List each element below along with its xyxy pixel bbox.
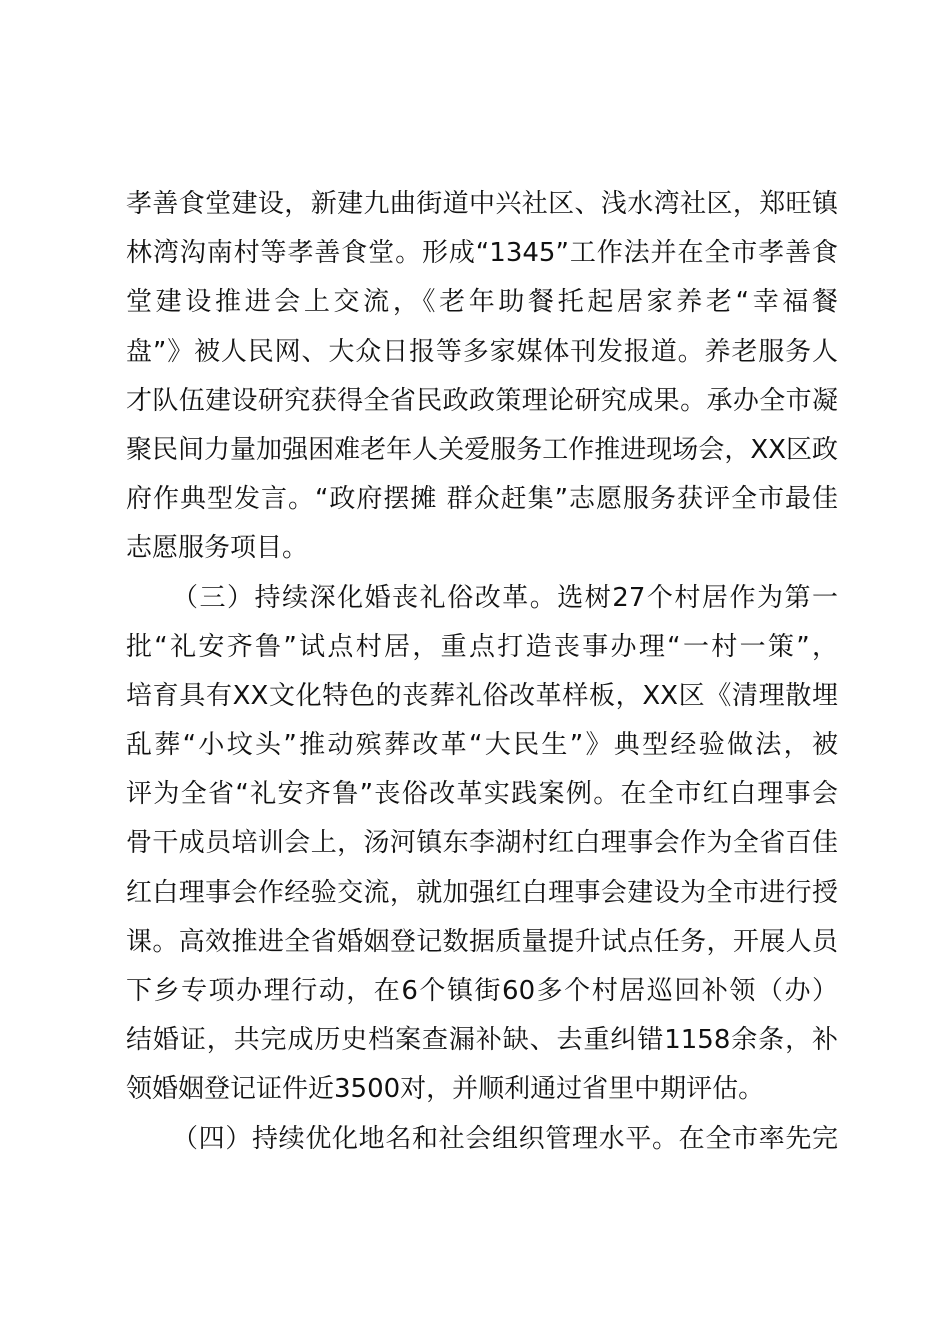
section-heading-line: （四）持续优化地名和社会组织管理水平。在全市率先完 xyxy=(172,1123,838,1154)
section-heading-line: （三）持续深化婚丧礼俗改革。选树27个村居作为第一 xyxy=(172,582,838,613)
text-line: 红白理事会作经验交流，就加强红白理事会建设为全市进行授 xyxy=(126,877,838,908)
text-line: 林湾沟南村等孝善食堂。形成“1345”工作法并在全市孝善食 xyxy=(126,238,838,269)
text-line: 领婚姻登记证件近3500对，并顺利通过省里中期评估。 xyxy=(126,1074,765,1105)
text-line: 志愿服务项目。 xyxy=(126,533,309,564)
paragraph-funeral-reform xyxy=(126,574,838,1115)
text-line: 结婚证，共完成历史档案查漏补缺、去重纠错1158余条，补 xyxy=(126,1025,838,1056)
text-line: 下乡专项办理行动，在6个镇街60多个村居巡回补领（办） xyxy=(126,976,838,1006)
text-line: 堂建设推进会上交流，《老年助餐托起居家养老“幸福餐 xyxy=(126,287,838,318)
text-line: 才队伍建设研究获得全省民政政策理论研究成果。承办全市凝 xyxy=(126,385,838,416)
paragraph-place-names xyxy=(126,1115,838,1164)
paragraph-elderly-care xyxy=(126,180,838,574)
text-line: 盘”》被人民网、大众日报等多家媒体刊发报道。养老服务人 xyxy=(126,336,838,367)
text-line: 乱葬“小坟头”推动殡葬改革“大民生”》典型经验做法，被 xyxy=(126,730,838,761)
text-line: 批“礼安齐鲁”试点村居，重点打造丧事办理“一村一策”， xyxy=(126,631,838,662)
document-body xyxy=(126,180,838,1164)
text-line: 聚民间力量加强困难老年人关爱服务工作推进现场会，XX区政 xyxy=(126,434,838,465)
text-line: 孝善食堂建设，新建九曲街道中兴社区、浅水湾社区，郑旺镇 xyxy=(126,189,838,219)
text-line: 评为全省“礼安齐鲁”丧俗改革实践案例。在全市红白理事会 xyxy=(126,779,838,810)
text-line: 课。高效推进全省婚姻登记数据质量提升试点任务，开展人员 xyxy=(126,926,838,957)
text-line: 骨干成员培训会上，汤河镇东李湖村红白理事会作为全省百佳 xyxy=(126,828,838,859)
text-line: 府作典型发言。“政府摆摊 群众赶集”志愿服务获评全市最佳 xyxy=(126,484,838,515)
text-line: 培育具有XX文化特色的丧葬礼俗改革样板，XX区《清理散埋 xyxy=(126,680,838,711)
